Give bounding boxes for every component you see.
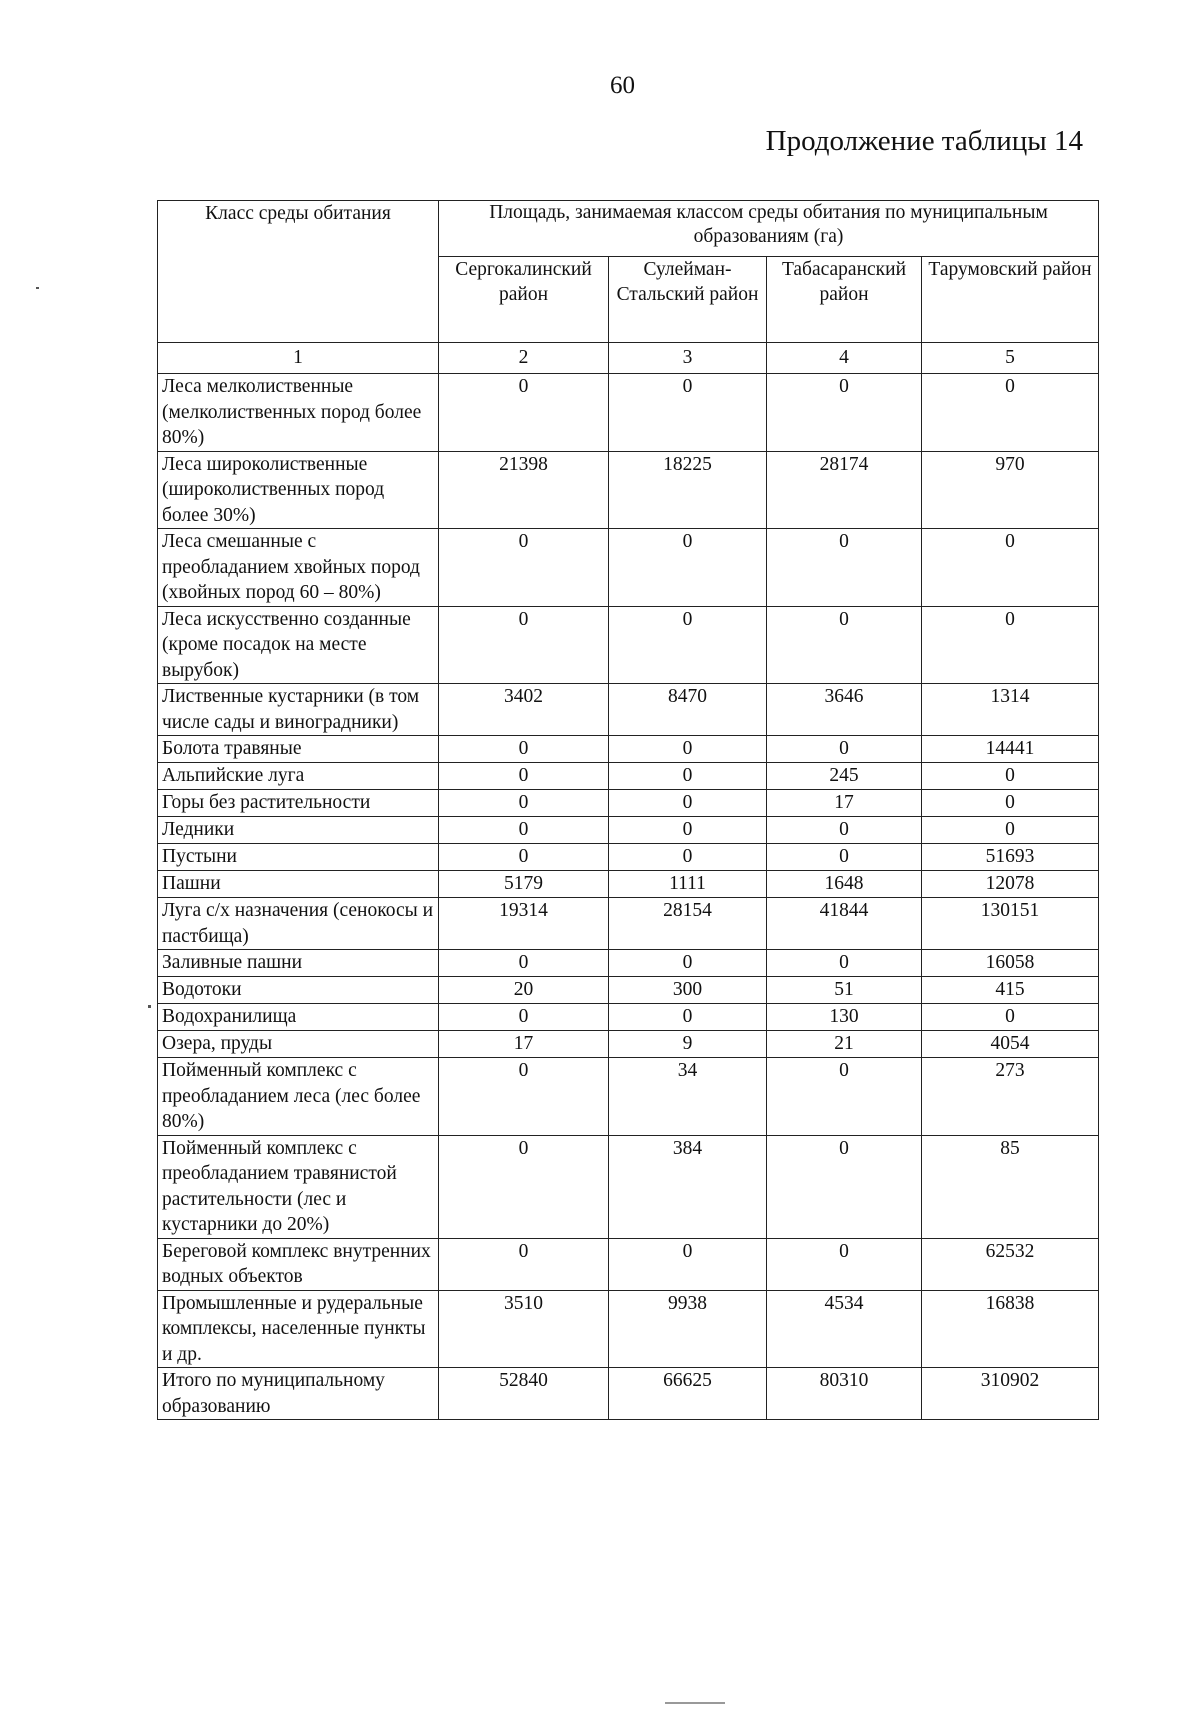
area-value: 0 (439, 763, 609, 790)
area-value: 12078 (922, 871, 1099, 898)
habitat-class-name: Пойменный комплекс с преобладанием леса (лес более 80%) (158, 1058, 439, 1136)
area-value: 51 (767, 977, 922, 1004)
column-number: 2 (439, 343, 609, 374)
area-value: 0 (439, 790, 609, 817)
area-value: 130151 (922, 898, 1099, 950)
area-value: 384 (609, 1135, 767, 1238)
habitat-class-name: Заливные пашни (158, 950, 439, 977)
table-row (158, 898, 1099, 950)
area-value: 0 (609, 790, 767, 817)
habitat-class-name: Промышленные и рудеральные комплексы, населенные пункты и др. (158, 1290, 439, 1368)
table-row (158, 451, 1099, 529)
area-value: 19314 (439, 898, 609, 950)
page-number: 60 (610, 72, 635, 99)
area-value: 0 (439, 950, 609, 977)
habitat-class-name: Леса широколиственные (широколиственных пород более 30%) (158, 451, 439, 529)
area-value: 0 (439, 736, 609, 763)
habitat-area-table (157, 200, 1099, 1420)
habitat-class-name: Горы без растительности (158, 790, 439, 817)
area-value: 1111 (609, 871, 767, 898)
area-value: 970 (922, 451, 1099, 529)
habitat-class-name: Альпийские луга (158, 763, 439, 790)
area-value: 0 (767, 529, 922, 607)
habitat-class-name: Ледники (158, 817, 439, 844)
habitat-class-name: Береговой комплекс внутренних водных объектов (158, 1238, 439, 1290)
column-header: Тарумовский район (922, 257, 1099, 343)
area-value: 0 (767, 950, 922, 977)
area-value: 0 (609, 1238, 767, 1290)
habitat-class-name: Итого по муниципальному образованию (158, 1368, 439, 1420)
area-value: 17 (439, 1031, 609, 1058)
column-number: 4 (767, 343, 922, 374)
area-value: 0 (922, 529, 1099, 607)
habitat-class-name: Пашни (158, 871, 439, 898)
area-value: 80310 (767, 1368, 922, 1420)
habitat-class-name: Водотоки (158, 977, 439, 1004)
area-value: 18225 (609, 451, 767, 529)
scan-speck (148, 1005, 151, 1008)
table-row (158, 817, 1099, 844)
area-value: 66625 (609, 1368, 767, 1420)
table-row (158, 950, 1099, 977)
area-value: 0 (922, 763, 1099, 790)
area-value: 0 (609, 844, 767, 871)
table-body (158, 374, 1099, 1420)
area-value: 0 (767, 1238, 922, 1290)
area-value: 52840 (439, 1368, 609, 1420)
habitat-class-header: Класс среды обитания (158, 201, 439, 343)
area-value: 0 (439, 1135, 609, 1238)
table-row (158, 1290, 1099, 1368)
area-value: 300 (609, 977, 767, 1004)
area-value: 0 (439, 1058, 609, 1136)
area-value: 0 (609, 1004, 767, 1031)
area-value: 0 (609, 817, 767, 844)
area-value: 28174 (767, 451, 922, 529)
table-row (158, 844, 1099, 871)
table-row (158, 763, 1099, 790)
habitat-class-name: Болота травяные (158, 736, 439, 763)
area-value: 0 (767, 374, 922, 452)
area-value: 41844 (767, 898, 922, 950)
area-value: 85 (922, 1135, 1099, 1238)
area-value: 245 (767, 763, 922, 790)
area-value: 51693 (922, 844, 1099, 871)
area-value: 1648 (767, 871, 922, 898)
table-row (158, 1004, 1099, 1031)
area-value: 130 (767, 1004, 922, 1031)
area-value: 415 (922, 977, 1099, 1004)
area-value: 0 (922, 606, 1099, 684)
habitat-class-name: Лиственные кустарники (в том числе сады и виноградники) (158, 684, 439, 736)
area-value: 0 (609, 950, 767, 977)
area-value: 4054 (922, 1031, 1099, 1058)
column-header: Сергокалинский район (439, 257, 609, 343)
area-value: 21 (767, 1031, 922, 1058)
area-value: 0 (767, 736, 922, 763)
area-value: 0 (439, 374, 609, 452)
area-value: 0 (439, 1004, 609, 1031)
table-row (158, 684, 1099, 736)
table-row (158, 1238, 1099, 1290)
table-row (158, 977, 1099, 1004)
habitat-class-name: Пустыни (158, 844, 439, 871)
area-value: 273 (922, 1058, 1099, 1136)
table-row (158, 374, 1099, 452)
area-value: 0 (609, 606, 767, 684)
area-value: 0 (609, 529, 767, 607)
area-value: 9 (609, 1031, 767, 1058)
area-value: 0 (767, 844, 922, 871)
area-value: 0 (609, 736, 767, 763)
table-row (158, 606, 1099, 684)
habitat-class-name: Луга с/х назначения (сенокосы и пастбища) (158, 898, 439, 950)
habitat-class-name: Леса смешанные с преобладанием хвойных пород (хвойных пород 60 – 80%) (158, 529, 439, 607)
scan-speck (36, 287, 39, 289)
area-value: 0 (922, 817, 1099, 844)
column-number: 5 (922, 343, 1099, 374)
area-value: 9938 (609, 1290, 767, 1368)
table-row (158, 1135, 1099, 1238)
area-value: 0 (439, 529, 609, 607)
area-value: 0 (439, 817, 609, 844)
table-row (158, 1058, 1099, 1136)
column-header: Сулейман-Стальский район (609, 257, 767, 343)
area-value: 0 (439, 606, 609, 684)
area-value: 8470 (609, 684, 767, 736)
area-value: 0 (922, 1004, 1099, 1031)
area-value: 14441 (922, 736, 1099, 763)
table-row (158, 529, 1099, 607)
area-value: 0 (609, 763, 767, 790)
table-row (158, 1368, 1099, 1420)
area-value: 0 (439, 1238, 609, 1290)
table-continuation-title: Продолжение таблицы 14 (765, 125, 1083, 157)
column-number: 3 (609, 343, 767, 374)
habitat-class-name: Леса искусственно созданные (кроме посадок на месте вырубок) (158, 606, 439, 684)
habitat-class-name: Водохранилища (158, 1004, 439, 1031)
table-row (158, 871, 1099, 898)
area-value: 310902 (922, 1368, 1099, 1420)
area-group-header: Площадь, занимаемая классом среды обитания по муниципальным образованиям (га) (439, 201, 1099, 257)
area-value: 16838 (922, 1290, 1099, 1368)
area-value: 62532 (922, 1238, 1099, 1290)
area-value: 0 (767, 606, 922, 684)
area-value: 34 (609, 1058, 767, 1136)
column-header: Табасаранский район (767, 257, 922, 343)
area-value: 20 (439, 977, 609, 1004)
table-row (158, 736, 1099, 763)
area-value: 3510 (439, 1290, 609, 1368)
area-value: 21398 (439, 451, 609, 529)
habitat-class-name: Пойменный комплекс с преобладанием травянистой растительности (лес и кустарники до 20%) (158, 1135, 439, 1238)
area-value: 0 (922, 790, 1099, 817)
table-row (158, 790, 1099, 817)
area-value: 0 (922, 374, 1099, 452)
area-value: 0 (767, 1058, 922, 1136)
column-number: 1 (158, 343, 439, 374)
habitat-class-name: Леса мелколиственные (мелколиственных пород более 80%) (158, 374, 439, 452)
area-value: 0 (609, 374, 767, 452)
area-value: 0 (767, 817, 922, 844)
table-row (158, 1031, 1099, 1058)
area-value: 0 (767, 1135, 922, 1238)
habitat-class-name: Озера, пруды (158, 1031, 439, 1058)
area-value: 3402 (439, 684, 609, 736)
area-value: 17 (767, 790, 922, 817)
scan-speck (665, 1702, 725, 1704)
area-value: 5179 (439, 871, 609, 898)
area-value: 3646 (767, 684, 922, 736)
area-value: 1314 (922, 684, 1099, 736)
area-value: 16058 (922, 950, 1099, 977)
area-value: 4534 (767, 1290, 922, 1368)
area-value: 28154 (609, 898, 767, 950)
area-value: 0 (439, 844, 609, 871)
